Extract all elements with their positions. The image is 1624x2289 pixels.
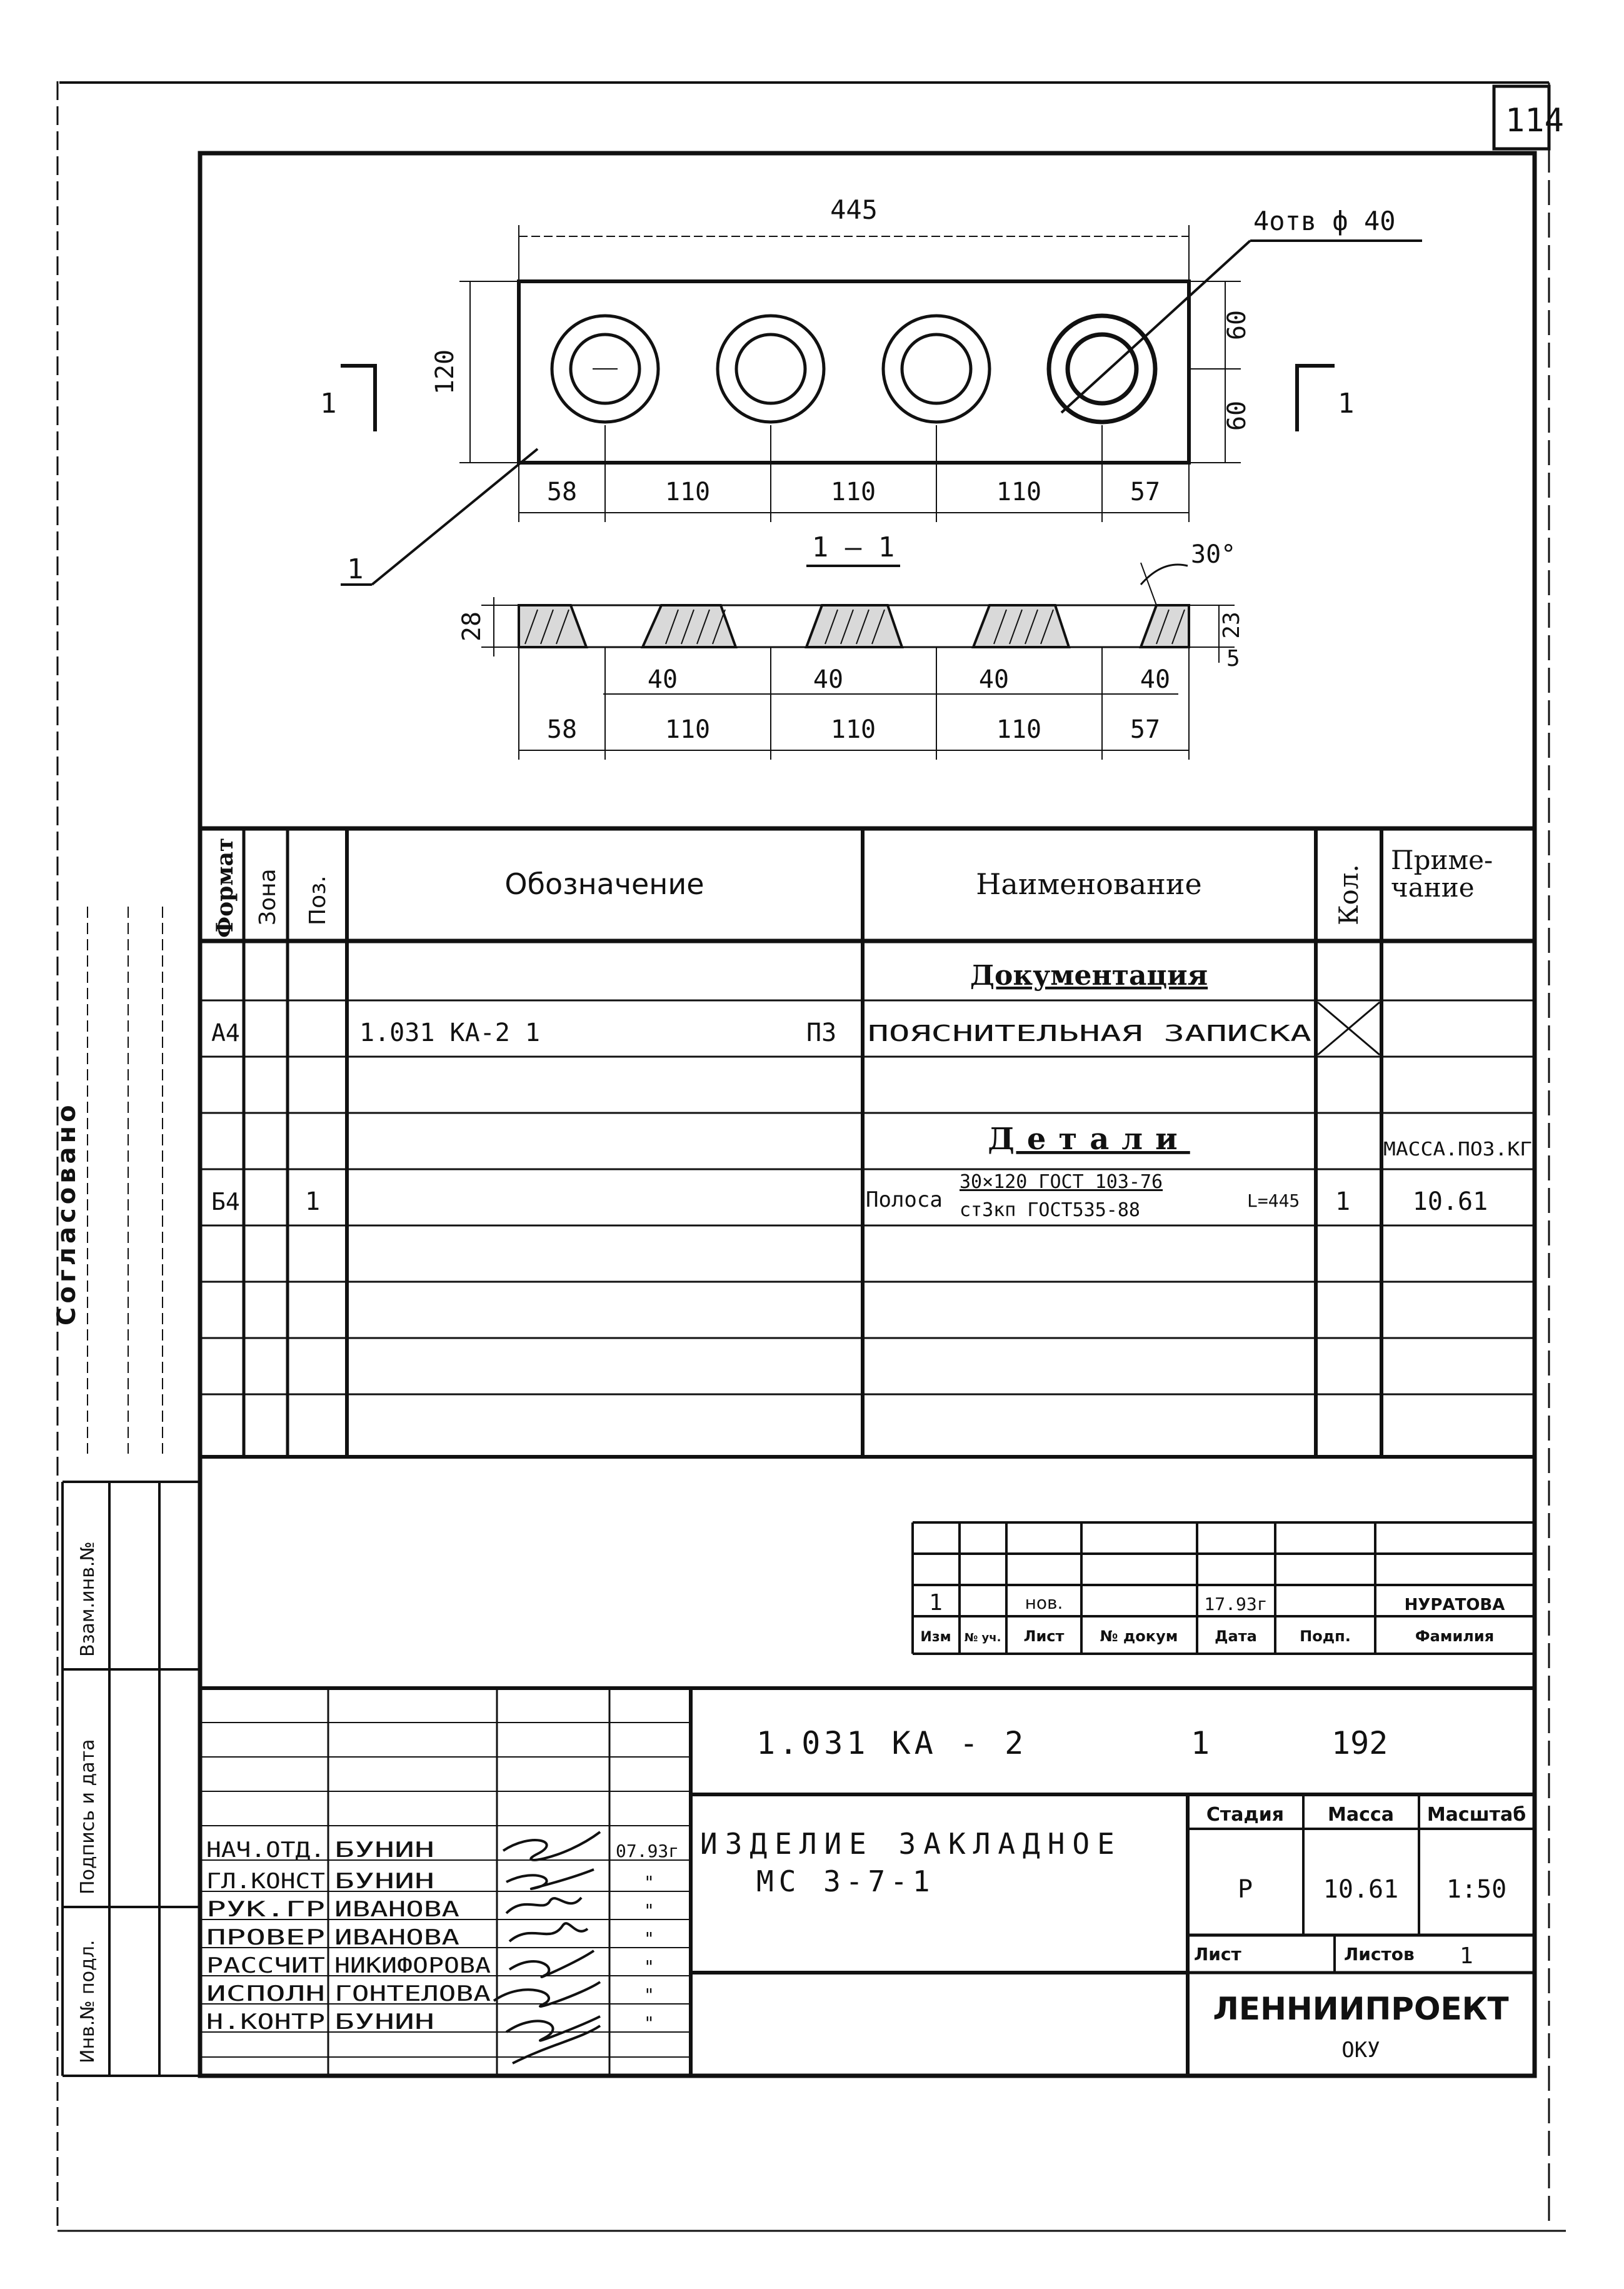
plan-spacing-3: 110 [830,478,876,506]
dim-thickness: 28 [458,611,486,642]
part-pos: 1 [304,1187,321,1216]
dim-width: 120 [431,349,459,395]
doc-code: ПЗ [806,1019,837,1047]
hole-dia-1: 40 [647,665,678,694]
sig-name-3: ИВАНОВА [334,1897,459,1922]
stage-label: Стадия [1206,1804,1285,1826]
plan-spacing-4: 110 [996,478,1042,506]
sig-date-6: " [644,1985,654,2005]
sheet-label: Лист [1194,1944,1241,1965]
dim-edge: 23 [1219,611,1245,639]
sheets-label: Листов [1344,1944,1415,1965]
sig-date-5: " [644,1956,654,1977]
section-mark-right: 1 [1338,388,1355,420]
side-strip [63,907,200,2076]
position-mark: 1 [347,553,364,585]
rev-date: 17.93г [1204,1594,1268,1614]
section-spacing-3: 110 [830,715,876,744]
plan-spacing-1: 58 [546,478,578,506]
rev-label-sign: Подп. [1300,1627,1351,1645]
section-spacing-4: 110 [996,715,1042,744]
scale-label: Масштаб [1426,1804,1526,1826]
side-label-agreed: Согласовано [53,1101,81,1326]
doc-designation: 1.031 КА-2 1 [359,1019,540,1047]
sig-name-5: НИКИФОРОВА [334,1953,491,1978]
holes-callout: 4отв ф 40 [1253,206,1396,236]
hole-dia-2: 40 [813,665,844,694]
section-spacing-2: 110 [664,715,711,744]
sig-role-3: РУК.ГР [206,1897,325,1922]
title-line-2: МС 3-7-1 [756,1864,935,1898]
sig-role-1: НАЧ.ОТД. [206,1838,325,1863]
mass-label: Масса [1328,1804,1394,1826]
hole-1 [552,316,658,422]
plan-view [341,225,1422,585]
sig-role-4: ПРОВЕР [206,1925,325,1950]
rev-label-change: Изм [920,1629,951,1645]
sig-date-7: " [644,2013,654,2033]
dim-chamfer: 5 [1226,646,1240,672]
dim-total-length: 445 [830,194,878,225]
sig-name-1: БУНИН [334,1838,434,1863]
part-name-prefix: Полоса [866,1187,943,1212]
org-name: ЛЕННИИПРОЕКТ [1213,1991,1509,2027]
rev-label-surname: Фамилия [1415,1627,1495,1645]
section-spacing-1: 58 [546,715,578,744]
header-note: Приме-чание [1391,845,1493,903]
title-sheet-no: 1 [1191,1725,1210,1761]
rev-change: 1 [929,1590,943,1616]
section-docs: Документация [970,960,1208,992]
sig-date-1: 07.93г [616,1841,679,1861]
section-mark-left: 1 [320,388,337,420]
side-label-swap-inv: Взам.инв.№ [77,1541,99,1657]
plan-spacing-5: 57 [1130,478,1161,506]
header-format: Формат [212,837,238,938]
title-line-1: ИЗДЕЛИЕ ЗАКЛАДНОЕ [700,1827,1122,1861]
scale-value: 1:50 [1446,1875,1507,1904]
header-qty: Кол. [1333,864,1364,925]
part-qty: 1 [1335,1187,1351,1216]
header-designation: Обозначение [504,867,704,901]
rev-label-doc: № докум [1100,1627,1178,1645]
sig-name-4: ИВАНОВА [334,1925,459,1950]
sig-role-6: ИСПОЛН [206,1981,325,2006]
org-dept: ОКУ [1341,2038,1380,2063]
sheets-count: 1 [1460,1943,1473,1969]
part-mass: 10.61 [1412,1187,1488,1216]
header-pos: Поз. [305,875,331,925]
sig-date-4: " [644,1928,654,1949]
sig-role-5: РАССЧИТ [206,1953,325,1978]
sig-date-2: " [644,1872,654,1893]
rev-surname: НУРАТОВА [1404,1596,1505,1614]
doc-name: ПОЯСНИТЕЛЬНАЯ ЗАПИСКА [868,1021,1312,1047]
stage-value: Р [1237,1875,1253,1904]
section-spacing-5: 57 [1130,715,1161,744]
rev-label-date: Дата [1215,1627,1257,1645]
doc-code: 1.031 КА - 2 [756,1725,1028,1761]
hole-3 [883,316,990,422]
mass-value: 10.61 [1323,1875,1399,1904]
part-length: L=445 [1247,1190,1300,1211]
section-title: 1 — 1 [811,531,895,563]
rev-sheet: нов. [1025,1592,1063,1613]
section-angle: 30° [1191,540,1236,569]
sig-date-3: " [644,1900,654,1921]
part-name-bottom: ст3кп ГОСТ535-88 [960,1199,1140,1221]
part-name-top: 30×120 ГОСТ 103-76 [960,1171,1163,1193]
sig-role-7: Н.КОНТР [206,2010,325,2035]
drawing-frame [200,153,1535,2076]
doc-format: А4 [211,1019,240,1047]
plan-spacing-2: 110 [664,478,711,506]
sig-role-2: ГЛ.КОНСТ [206,1869,325,1894]
side-label-inv-orig: Инв.№ подл. [77,1939,99,2063]
side-label-sign-date: Подпись и дата [77,1739,99,1894]
sig-name-6: ГОНТЕЛОВА [334,1981,491,2006]
part-format: Б4 [211,1188,240,1215]
rev-label-part: № уч. [964,1631,1001,1644]
dim-half-bottom: 60 [1223,400,1251,431]
dim-half-top: 60 [1223,309,1251,341]
header-name: Наименование [976,867,1202,901]
hole-dia-4: 40 [1140,665,1171,694]
rev-label-sheet: Лист [1023,1627,1065,1645]
plate-outline [519,281,1189,463]
section-parts: Детали [988,1122,1190,1157]
hole-4 [1049,316,1155,422]
sig-name-2: БУНИН [334,1869,434,1894]
sig-name-7: БУНИН [334,2010,434,2035]
header-zone: Зона [255,868,281,925]
hole-2 [718,316,824,422]
hole-dia-3: 40 [978,665,1010,694]
title-code-num: 192 [1331,1725,1388,1761]
page-number: 114 [1505,102,1564,139]
note-mass-header: МАССА.ПОЗ.КГ [1383,1139,1532,1160]
section-hatch [519,605,1189,647]
